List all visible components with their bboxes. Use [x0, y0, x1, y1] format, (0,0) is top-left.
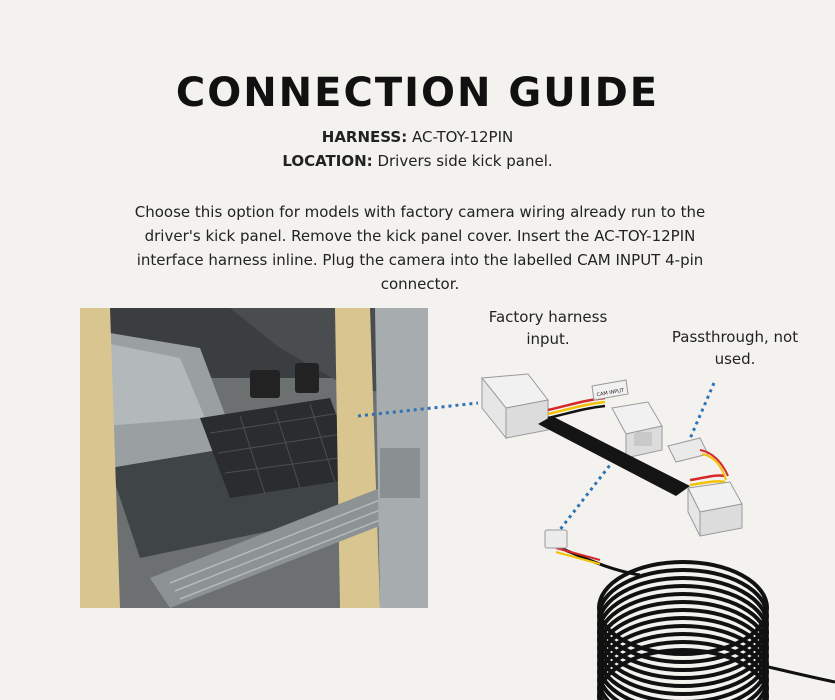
cable-coil [599, 562, 767, 700]
cam-input-tag [592, 380, 628, 400]
factory-input-connector [482, 374, 548, 438]
factory-output-connector [688, 482, 742, 536]
cable-tail [760, 665, 835, 682]
passthrough-mid-connector [612, 402, 662, 458]
instructions-paragraph: Choose this option for models with factory camera wiring already run to the driver's kick panel. Remove the kick panel cover. Insert the AC-TOY-12PIN interface harness inline. Plug the camera into the labelled CAM INPUT 4-pin connector. [134, 203, 706, 293]
harness-value: AC-TOY-12PIN [412, 128, 514, 146]
cam-input-connector [545, 530, 567, 548]
harness-body [538, 416, 690, 496]
cam-input-tag-text: CAM INPUT [596, 387, 625, 399]
callout-line-photo [358, 403, 478, 416]
callout-line-cam-input [552, 465, 610, 540]
factory-harness-callout: Factory harness input. [488, 308, 608, 348]
page-title: CONNECTION GUIDE [175, 70, 660, 116]
location-label: LOCATION: [282, 152, 373, 170]
location-value: Drivers side kick panel. [377, 152, 553, 170]
harness-label: HARNESS: [321, 128, 408, 146]
passthrough-callout: Passthrough, not used. [671, 328, 799, 368]
passthrough-small-connector [668, 438, 728, 480]
